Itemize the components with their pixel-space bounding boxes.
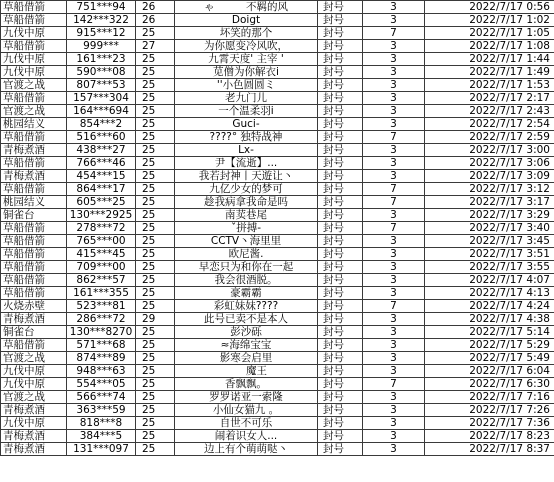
duration-cell[interactable]: 3: [363, 66, 425, 79]
action-cell[interactable]: 封号: [318, 170, 363, 183]
datetime-cell[interactable]: 2022/7/17 3:29: [425, 209, 554, 222]
server-cell[interactable]: 草船借箭: [1, 339, 67, 352]
action-cell[interactable]: 封号: [318, 157, 363, 170]
level-cell[interactable]: 25: [136, 118, 175, 131]
datetime-cell[interactable]: 2022/7/17 1:02: [425, 14, 554, 27]
datetime-cell[interactable]: 2022/7/17 3:00: [425, 144, 554, 157]
level-cell[interactable]: 25: [136, 131, 175, 144]
server-cell[interactable]: 九伐中原: [1, 365, 67, 378]
datetime-cell[interactable]: 2022/7/17 4:07: [425, 274, 554, 287]
server-cell[interactable]: 草船借箭: [1, 261, 67, 274]
account-cell[interactable]: 948***63: [67, 365, 136, 378]
nickname-cell[interactable]: 彭沙砾: [175, 326, 318, 339]
account-cell[interactable]: 363***59: [67, 404, 136, 417]
level-cell[interactable]: 25: [136, 183, 175, 196]
level-cell[interactable]: 27: [136, 40, 175, 53]
account-cell[interactable]: 384***5: [67, 430, 136, 443]
server-cell[interactable]: 九伐中原: [1, 53, 67, 66]
datetime-cell[interactable]: 2022/7/17 2:54: [425, 118, 554, 131]
level-cell[interactable]: 25: [136, 222, 175, 235]
account-cell[interactable]: 999***: [67, 40, 136, 53]
datetime-cell[interactable]: 2022/7/17 5:14: [425, 326, 554, 339]
server-cell[interactable]: 桃园结义: [1, 196, 67, 209]
server-cell[interactable]: 九伐中原: [1, 378, 67, 391]
server-cell[interactable]: 九伐中原: [1, 417, 67, 430]
table-row: [1, 391, 554, 404]
datetime-cell[interactable]: 2022/7/17 3:06: [425, 157, 554, 170]
table-row: [1, 417, 554, 430]
nickname-cell[interactable]: Guci-: [175, 118, 318, 131]
duration-cell[interactable]: 3: [363, 417, 425, 430]
server-cell[interactable]: 青梅煮酒: [1, 443, 67, 456]
action-cell[interactable]: 封号: [318, 53, 363, 66]
nickname-cell[interactable]: 彩虹妹妹????: [175, 300, 318, 313]
account-cell[interactable]: 523***81: [67, 300, 136, 313]
datetime-cell[interactable]: 2022/7/17 3:55: [425, 261, 554, 274]
server-cell[interactable]: 草船借箭: [1, 92, 67, 105]
server-cell[interactable]: 火烧赤壁: [1, 300, 67, 313]
nickname-cell[interactable]: 闹着识女人...: [175, 430, 318, 443]
action-cell[interactable]: 封号: [318, 79, 363, 92]
action-cell[interactable]: 封号: [318, 430, 363, 443]
duration-cell[interactable]: 3: [363, 248, 425, 261]
action-cell[interactable]: 封号: [318, 443, 363, 456]
account-cell[interactable]: 161***355: [67, 287, 136, 300]
table-row: [1, 14, 554, 27]
level-cell[interactable]: 25: [136, 196, 175, 209]
nickname-cell[interactable]: ????° 独特战神: [175, 131, 318, 144]
level-cell[interactable]: 25: [136, 170, 175, 183]
duration-cell[interactable]: 3: [363, 170, 425, 183]
action-cell[interactable]: 封号: [318, 365, 363, 378]
table-row: [1, 40, 554, 53]
nickname-cell[interactable]: ゃ 不羁的风: [175, 1, 318, 14]
table-row: [1, 170, 554, 183]
level-cell[interactable]: 25: [136, 66, 175, 79]
server-cell[interactable]: 青梅煮酒: [1, 404, 67, 417]
server-cell[interactable]: 草船借箭: [1, 274, 67, 287]
duration-cell[interactable]: 3: [363, 157, 425, 170]
level-cell[interactable]: 26: [136, 1, 175, 14]
action-cell[interactable]: 封号: [318, 27, 363, 40]
duration-cell[interactable]: 3: [363, 144, 425, 157]
level-cell[interactable]: 25: [136, 274, 175, 287]
duration-cell[interactable]: 3: [363, 209, 425, 222]
table-row: [1, 287, 554, 300]
table-row: [1, 157, 554, 170]
duration-cell[interactable]: 3: [363, 53, 425, 66]
datetime-cell[interactable]: 2022/7/17 7:36: [425, 417, 554, 430]
account-cell[interactable]: 130***8270: [67, 326, 136, 339]
account-cell[interactable]: 590***08: [67, 66, 136, 79]
table-row: [1, 66, 554, 79]
table-row: [1, 118, 554, 131]
datetime-cell[interactable]: 2022/7/17 4:38: [425, 313, 554, 326]
level-cell[interactable]: 25: [136, 430, 175, 443]
table-row: [1, 300, 554, 313]
duration-cell[interactable]: 7: [363, 196, 425, 209]
account-cell[interactable]: 454***15: [67, 170, 136, 183]
datetime-cell[interactable]: 2022/7/17 5:49: [425, 352, 554, 365]
table-row: [1, 378, 554, 391]
table-row: [1, 79, 554, 92]
duration-cell[interactable]: 3: [363, 326, 425, 339]
table-row: [1, 53, 554, 66]
server-cell[interactable]: 草船借箭: [1, 183, 67, 196]
duration-cell[interactable]: 7: [363, 300, 425, 313]
account-cell[interactable]: 807***53: [67, 79, 136, 92]
table-row: [1, 105, 554, 118]
table-row: [1, 326, 554, 339]
server-cell[interactable]: 铜雀台: [1, 209, 67, 222]
datetime-cell[interactable]: 2022/7/17 7:26: [425, 404, 554, 417]
duration-cell[interactable]: 3: [363, 261, 425, 274]
nickname-cell[interactable]: 九霄天度' 主宰 ': [175, 53, 318, 66]
account-cell[interactable]: 765***00: [67, 235, 136, 248]
table-row: [1, 313, 554, 326]
action-cell[interactable]: 封号: [318, 183, 363, 196]
server-cell[interactable]: 青梅煮酒: [1, 313, 67, 326]
level-cell[interactable]: 25: [136, 79, 175, 92]
level-cell[interactable]: 25: [136, 378, 175, 391]
table-row: [1, 144, 554, 157]
action-cell[interactable]: 封号: [318, 326, 363, 339]
server-cell[interactable]: 草船借箭: [1, 14, 67, 27]
action-cell[interactable]: 封号: [318, 66, 363, 79]
account-cell[interactable]: 164***694: [67, 105, 136, 118]
action-cell[interactable]: 封号: [318, 105, 363, 118]
datetime-cell[interactable]: 2022/7/17 3:17: [425, 196, 554, 209]
action-cell[interactable]: 封号: [318, 196, 363, 209]
server-cell[interactable]: 草船借箭: [1, 40, 67, 53]
account-cell[interactable]: 278***72: [67, 222, 136, 235]
table-row: [1, 1, 554, 14]
level-cell[interactable]: 25: [136, 209, 175, 222]
datetime-cell[interactable]: 2022/7/17 3:45: [425, 235, 554, 248]
account-cell[interactable]: 862***57: [67, 274, 136, 287]
table-row: [1, 261, 554, 274]
nickname-cell[interactable]: 南荬巷尾: [175, 209, 318, 222]
account-cell[interactable]: 854***2: [67, 118, 136, 131]
datetime-cell[interactable]: 2022/7/17 3:12: [425, 183, 554, 196]
server-cell[interactable]: 九伐中原: [1, 27, 67, 40]
duration-cell[interactable]: 3: [363, 105, 425, 118]
duration-cell[interactable]: 7: [363, 183, 425, 196]
table-row: [1, 235, 554, 248]
server-cell[interactable]: 草船借箭: [1, 235, 67, 248]
table-row: [1, 183, 554, 196]
level-cell[interactable]: 29: [136, 313, 175, 326]
server-cell[interactable]: 草船借箭: [1, 1, 67, 14]
datetime-cell[interactable]: 2022/7/17 8:37: [425, 443, 554, 456]
nickname-cell[interactable]: 尹【流逝】...: [175, 157, 318, 170]
nickname-cell[interactable]: 早恋只为和你在一起: [175, 261, 318, 274]
server-cell[interactable]: 官渡之战: [1, 352, 67, 365]
account-cell[interactable]: 751***94: [67, 1, 136, 14]
duration-cell[interactable]: 3: [363, 443, 425, 456]
server-cell[interactable]: 草船借箭: [1, 248, 67, 261]
duration-cell[interactable]: 3: [363, 92, 425, 105]
datetime-cell[interactable]: 2022/7/17 3:51: [425, 248, 554, 261]
action-cell[interactable]: 封号: [318, 14, 363, 27]
action-cell[interactable]: 封号: [318, 209, 363, 222]
nickname-cell[interactable]: 魔王: [175, 365, 318, 378]
action-cell[interactable]: 封号: [318, 222, 363, 235]
nickname-cell[interactable]: Doigt: [175, 14, 318, 27]
account-cell[interactable]: 874***89: [67, 352, 136, 365]
datetime-cell[interactable]: 2022/7/17 0:56: [425, 1, 554, 14]
action-cell[interactable]: 封号: [318, 92, 363, 105]
datetime-cell[interactable]: 2022/7/17 1:44: [425, 53, 554, 66]
datetime-cell[interactable]: 2022/7/17 1:53: [425, 79, 554, 92]
nickname-cell[interactable]: 影寒会启里: [175, 352, 318, 365]
action-cell[interactable]: 封号: [318, 417, 363, 430]
account-cell[interactable]: 131***097: [67, 443, 136, 456]
nickname-cell[interactable]: 坏笑的那个: [175, 27, 318, 40]
table-row: [1, 352, 554, 365]
server-cell[interactable]: 草船借箭: [1, 157, 67, 170]
account-cell[interactable]: 566***74: [67, 391, 136, 404]
action-cell[interactable]: 封号: [318, 118, 363, 131]
datetime-cell[interactable]: 2022/7/17 1:08: [425, 40, 554, 53]
account-cell[interactable]: 571***68: [67, 339, 136, 352]
duration-cell[interactable]: 7: [363, 222, 425, 235]
account-cell[interactable]: 142***322: [67, 14, 136, 27]
nickname-cell[interactable]: 为你愿变冷风吹，: [175, 40, 318, 53]
server-cell[interactable]: 九伐中原: [1, 66, 67, 79]
datetime-cell[interactable]: 2022/7/17 2:43: [425, 105, 554, 118]
nickname-cell[interactable]: ''小色圆圆ミ: [175, 79, 318, 92]
server-cell[interactable]: 官渡之战: [1, 105, 67, 118]
level-cell[interactable]: 25: [136, 352, 175, 365]
action-cell[interactable]: 封号: [318, 378, 363, 391]
duration-cell[interactable]: 3: [363, 40, 425, 53]
account-cell[interactable]: 438***27: [67, 144, 136, 157]
nickname-cell[interactable]: 自世不可乐: [175, 417, 318, 430]
datetime-cell[interactable]: 2022/7/17 4:13: [425, 287, 554, 300]
duration-cell[interactable]: 3: [363, 287, 425, 300]
datetime-cell[interactable]: 2022/7/17 1:49: [425, 66, 554, 79]
nickname-cell[interactable]: 九亿少女的梦可: [175, 183, 318, 196]
level-cell[interactable]: 25: [136, 248, 175, 261]
action-cell[interactable]: 封号: [318, 261, 363, 274]
action-cell[interactable]: 封号: [318, 391, 363, 404]
duration-cell[interactable]: 3: [363, 339, 425, 352]
level-cell[interactable]: 25: [136, 326, 175, 339]
level-cell[interactable]: 25: [136, 157, 175, 170]
account-cell[interactable]: 709***00: [67, 261, 136, 274]
account-cell[interactable]: 605***25: [67, 196, 136, 209]
nickname-cell[interactable]: 趁我病拿我命是吗: [175, 196, 318, 209]
duration-cell[interactable]: 3: [363, 391, 425, 404]
nickname-cell[interactable]: 一个温柔羽i: [175, 105, 318, 118]
level-cell[interactable]: 25: [136, 443, 175, 456]
nickname-cell[interactable]: 苋僧为你解衣i: [175, 66, 318, 79]
duration-cell[interactable]: 3: [363, 365, 425, 378]
duration-cell[interactable]: 3: [363, 235, 425, 248]
table-row: [1, 27, 554, 40]
nickname-cell[interactable]: 边上有个萌萌哒丶: [175, 443, 318, 456]
table-row: [1, 222, 554, 235]
server-cell[interactable]: 桃园结义: [1, 118, 67, 131]
server-cell[interactable]: 草船借箭: [1, 222, 67, 235]
level-cell[interactable]: 26: [136, 14, 175, 27]
server-cell[interactable]: 官渡之战: [1, 79, 67, 92]
table-row: [1, 404, 554, 417]
action-cell[interactable]: 封号: [318, 1, 363, 14]
datetime-cell[interactable]: 2022/7/17 8:23: [425, 430, 554, 443]
server-cell[interactable]: 青梅煮酒: [1, 144, 67, 157]
table-row: [1, 430, 554, 443]
account-cell[interactable]: 864***17: [67, 183, 136, 196]
datetime-cell[interactable]: 2022/7/17 6:30: [425, 378, 554, 391]
table-row: [1, 274, 554, 287]
duration-cell[interactable]: 7: [363, 27, 425, 40]
nickname-cell[interactable]: Lx-: [175, 144, 318, 157]
nickname-cell[interactable]: 我会很酒脱。: [175, 274, 318, 287]
action-cell[interactable]: 封号: [318, 339, 363, 352]
level-cell[interactable]: 25: [136, 235, 175, 248]
table-row: [1, 131, 554, 144]
nickname-cell[interactable]: ˇ拼搏-: [175, 222, 318, 235]
datetime-cell[interactable]: 2022/7/17 6:04: [425, 365, 554, 378]
datetime-cell[interactable]: 2022/7/17 2:17: [425, 92, 554, 105]
server-cell[interactable]: 草船借箭: [1, 287, 67, 300]
duration-cell[interactable]: 3: [363, 274, 425, 287]
server-cell[interactable]: 官渡之战: [1, 391, 67, 404]
action-cell[interactable]: 封号: [318, 352, 363, 365]
nickname-cell[interactable]: 我若封神丨天遊让丶: [175, 170, 318, 183]
action-cell[interactable]: 封号: [318, 40, 363, 53]
duration-cell[interactable]: 3: [363, 430, 425, 443]
table-row: [1, 92, 554, 105]
duration-cell[interactable]: 3: [363, 352, 425, 365]
action-cell[interactable]: 封号: [318, 313, 363, 326]
account-cell[interactable]: 161***23: [67, 53, 136, 66]
nickname-cell[interactable]: 老九门儿: [175, 92, 318, 105]
nickname-cell[interactable]: 欧尼酱.: [175, 248, 318, 261]
account-cell[interactable]: 915***12: [67, 27, 136, 40]
table-row: [1, 443, 554, 456]
account-cell[interactable]: 554***05: [67, 378, 136, 391]
datetime-cell[interactable]: 2022/7/17 5:29: [425, 339, 554, 352]
action-cell[interactable]: 封号: [318, 131, 363, 144]
action-cell[interactable]: 封号: [318, 235, 363, 248]
table-row: [1, 209, 554, 222]
nickname-cell[interactable]: ≈海绵宝宝: [175, 339, 318, 352]
sheet-body: [1, 1, 554, 456]
level-cell[interactable]: 25: [136, 27, 175, 40]
datetime-cell[interactable]: 2022/7/17 7:16: [425, 391, 554, 404]
table-row: [1, 196, 554, 209]
level-cell[interactable]: 25: [136, 144, 175, 157]
duration-cell[interactable]: 3: [363, 118, 425, 131]
level-cell[interactable]: 25: [136, 404, 175, 417]
duration-cell[interactable]: 3: [363, 404, 425, 417]
level-cell[interactable]: 25: [136, 105, 175, 118]
datetime-cell[interactable]: 2022/7/17 1:05: [425, 27, 554, 40]
level-cell[interactable]: 25: [136, 417, 175, 430]
server-cell[interactable]: 青梅煮酒: [1, 430, 67, 443]
action-cell[interactable]: 封号: [318, 144, 363, 157]
account-cell[interactable]: 818***8: [67, 417, 136, 430]
level-cell[interactable]: 25: [136, 261, 175, 274]
nickname-cell[interactable]: 香飘飘。: [175, 378, 318, 391]
action-cell[interactable]: 封号: [318, 300, 363, 313]
account-cell[interactable]: 157***304: [67, 92, 136, 105]
duration-cell[interactable]: 3: [363, 14, 425, 27]
server-cell[interactable]: 铜雀台: [1, 326, 67, 339]
duration-cell[interactable]: 3: [363, 313, 425, 326]
duration-cell[interactable]: 3: [363, 79, 425, 92]
action-cell[interactable]: 封号: [318, 248, 363, 261]
server-cell[interactable]: 青梅煮酒: [1, 170, 67, 183]
level-cell[interactable]: 25: [136, 339, 175, 352]
account-cell[interactable]: 415***45: [67, 248, 136, 261]
nickname-cell[interactable]: 此号已卖不是本人: [175, 313, 318, 326]
table-row: [1, 248, 554, 261]
level-cell[interactable]: 25: [136, 92, 175, 105]
nickname-cell[interactable]: 小仙女猫九 。: [175, 404, 318, 417]
action-cell[interactable]: 封号: [318, 287, 363, 300]
account-cell[interactable]: 286***72: [67, 313, 136, 326]
level-cell[interactable]: 25: [136, 365, 175, 378]
datetime-cell[interactable]: 2022/7/17 3:09: [425, 170, 554, 183]
datetime-cell[interactable]: 2022/7/17 4:24: [425, 300, 554, 313]
duration-cell[interactable]: 7: [363, 378, 425, 391]
duration-cell[interactable]: 3: [363, 1, 425, 14]
action-cell[interactable]: 封号: [318, 404, 363, 417]
table-row: [1, 339, 554, 352]
account-cell[interactable]: 766***46: [67, 157, 136, 170]
nickname-cell[interactable]: 豪霸霸: [175, 287, 318, 300]
level-cell[interactable]: 25: [136, 391, 175, 404]
level-cell[interactable]: 25: [136, 300, 175, 313]
duration-cell[interactable]: 7: [363, 131, 425, 144]
datetime-cell[interactable]: 2022/7/17 3:40: [425, 222, 554, 235]
level-cell[interactable]: 25: [136, 287, 175, 300]
table-row: [1, 365, 554, 378]
server-cell[interactable]: 草船借箭: [1, 131, 67, 144]
datetime-cell[interactable]: 2022/7/17 2:59: [425, 131, 554, 144]
action-cell[interactable]: 封号: [318, 274, 363, 287]
account-cell[interactable]: 516***60: [67, 131, 136, 144]
nickname-cell[interactable]: 罗罗诺亚一索隆: [175, 391, 318, 404]
account-cell[interactable]: 130***2925: [67, 209, 136, 222]
level-cell[interactable]: 25: [136, 53, 175, 66]
nickname-cell[interactable]: CCTV丶海里里: [175, 235, 318, 248]
